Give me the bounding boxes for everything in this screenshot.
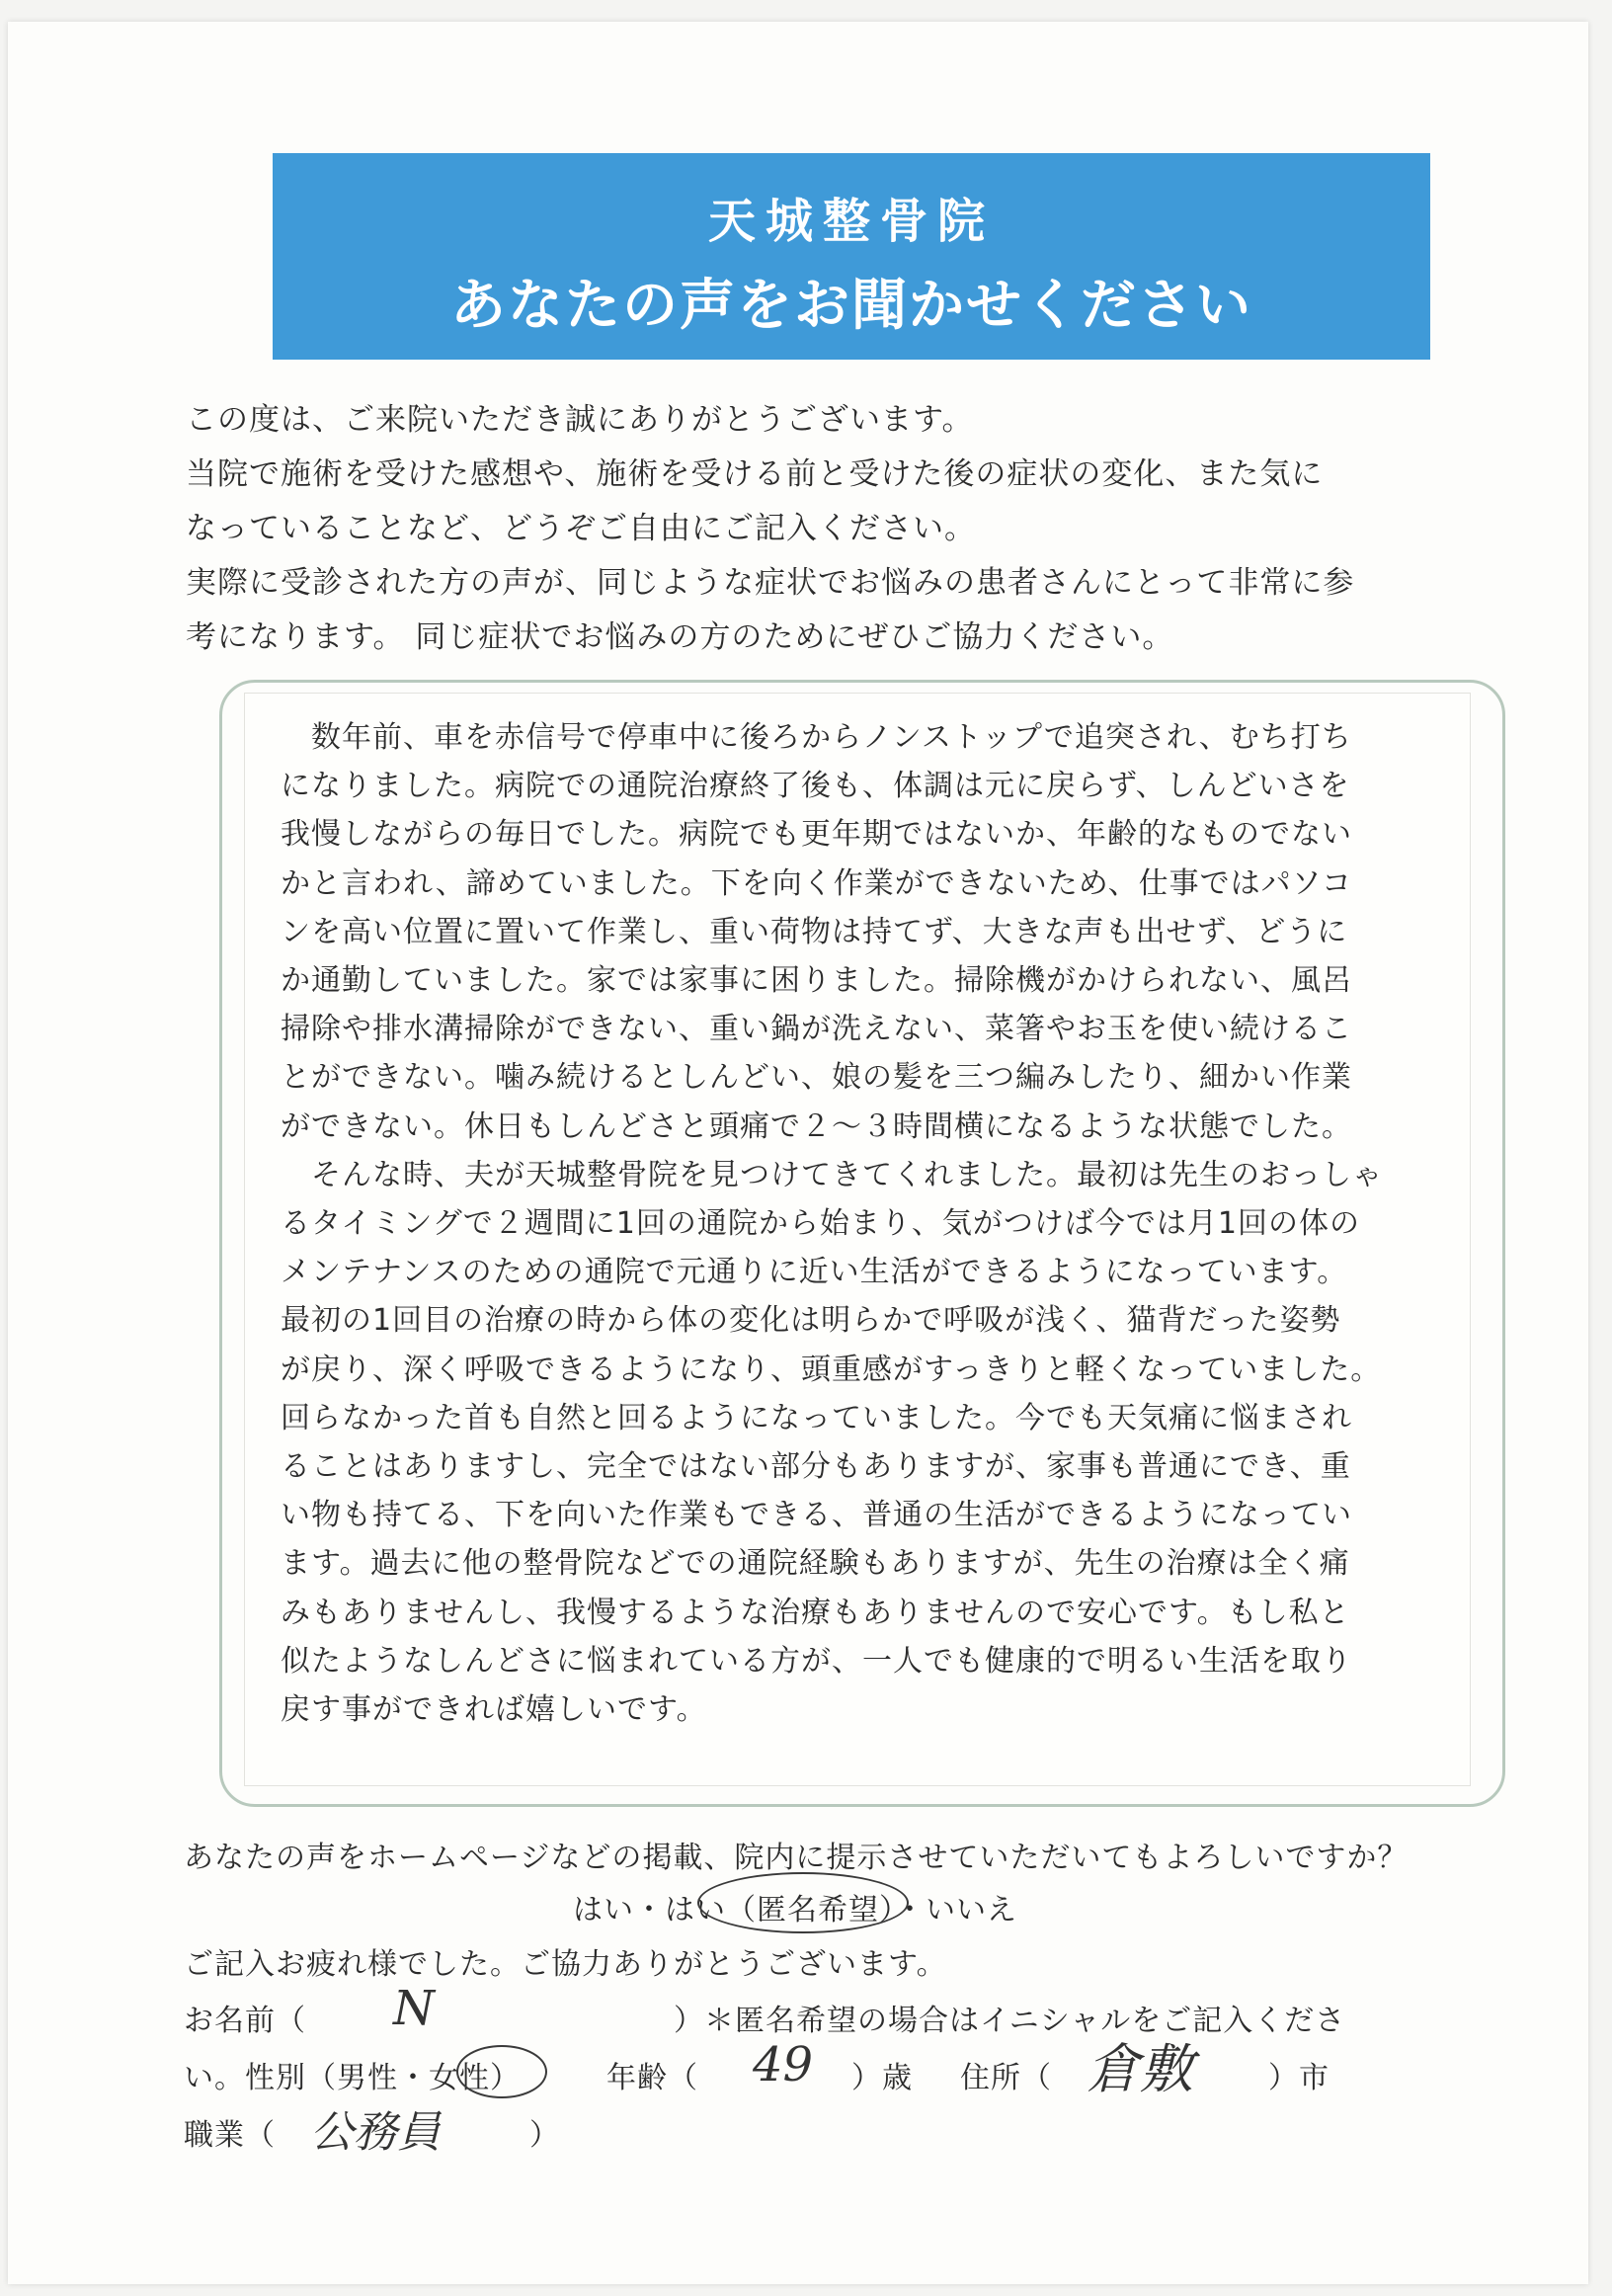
age-label: 年齢（ bbox=[606, 2061, 698, 2095]
patient-testimonial bbox=[281, 713, 1466, 1734]
address-value[interactable]: 倉敷 bbox=[1087, 2038, 1193, 2100]
consent-question: あなたの声をホームページなどの掲載、院内に提示させていただいてもよろしいですか？ bbox=[184, 1841, 1409, 1875]
address-label: 住所（ bbox=[960, 2061, 1052, 2095]
testimonial-line: ができない。休日もしんどさと頭痛で２～３時間横になるような状態でした。 bbox=[281, 1108, 1352, 1144]
job-value[interactable]: 公務員 bbox=[310, 2107, 441, 2158]
survey-title: あなたの声をお聞かせください bbox=[450, 274, 1252, 338]
testimonial-line: ます。過去に他の整骨院などでの通院経験もありますが、先生の治療は全く痛 bbox=[281, 1546, 1350, 1582]
name-note: ）＊匿名希望の場合はイニシャルをご記入くださ bbox=[674, 2004, 1346, 2038]
testimonial-line: とができない。噛み続けるとしんどい、娘の髪を三つ編みしたり、細かい作業 bbox=[281, 1060, 1352, 1096]
testimonial-line: 数年前、車を赤信号で停車中に後ろからノンストップで追突され、むち打ち bbox=[281, 720, 1352, 755]
selected-option-circle bbox=[697, 1872, 909, 1933]
intro-line: この度は、ご来院いただき誠にありがとうございます。 bbox=[186, 402, 974, 438]
testimonial-line: になりました。病院での通院治療終了後も、体調は元に戻らず、しんどいさを bbox=[281, 769, 1350, 804]
testimonial-line: が戻り、深く呼吸できるようになり、頭重感がすっきりと軽くなっていました。 bbox=[281, 1352, 1382, 1387]
testimonial-line: みもありませんし、我慢するような治療もありませんので安心です。もし私と bbox=[281, 1595, 1350, 1630]
testimonial-line: メンテナンスのための通院で元通りに近い生活ができるようになっています。 bbox=[281, 1255, 1348, 1290]
testimonial-line: 戻す事ができれば嬉しいです。 bbox=[281, 1692, 707, 1728]
clinic-name: 天城整骨院 bbox=[707, 194, 995, 249]
testimonial-line: 掃除や排水溝掃除ができない、重い鍋が洗えない、菜箸やお玉を使い続けるこ bbox=[281, 1012, 1352, 1047]
name-label: お名前（ bbox=[184, 2004, 306, 2038]
intro-line: なっていることなど、どうぞご自由にご記入ください。 bbox=[186, 511, 976, 546]
thanks-message: ご記入お疲れ様でした。ご協力ありがとうございます。 bbox=[184, 1947, 947, 1982]
intro-text bbox=[186, 393, 1509, 665]
testimonial-line: 最初の1回目の治療の時から体の変化は明らかで呼吸が浅く、猫背だった姿勢 bbox=[281, 1303, 1341, 1339]
testimonial-line: そんな時、夫が天城整骨院を見つけてきてくれました。最初は先生のおっしゃ bbox=[281, 1157, 1383, 1192]
intro-line: 考になります。 同じ症状でお悩みの方のためにぜひご協力ください。 bbox=[186, 619, 1174, 655]
job-label: 職業（ bbox=[184, 2118, 276, 2153]
header-banner bbox=[273, 153, 1430, 360]
consent-options[interactable]: はい・はい（匿名希望）・いいえ bbox=[573, 1893, 1017, 1927]
address-unit: ）市 bbox=[1268, 2061, 1330, 2095]
testimonial-line: かと言われ、諦めていました。下を向く作業ができないため、仕事ではパソコ bbox=[281, 865, 1352, 901]
testimonial-line: い物も持てる、下を向いた作業もできる、普通の生活ができるようになってい bbox=[281, 1498, 1352, 1533]
job-close: ） bbox=[529, 2118, 560, 2153]
testimonial-line: るタイミングで２週間に1回の通院から始まり、気がつけば今では月1回の体の bbox=[281, 1206, 1360, 1242]
age-value[interactable]: 49 bbox=[753, 2037, 814, 2092]
testimonial-line: 似たようなしんどさに悩まれている方が、一人でも健康的で明るい生活を取り bbox=[281, 1643, 1352, 1679]
testimonial-line: か通勤していました。家では家事に困りました。掃除機がかけられない、風呂 bbox=[281, 963, 1352, 999]
intro-line: 実際に受診された方の声が、同じような症状でお悩みの患者さんにとって非常に参 bbox=[186, 565, 1355, 601]
name-value[interactable]: N bbox=[393, 1981, 435, 2036]
age-unit: ）歳 bbox=[851, 2061, 913, 2095]
testimonial-line: 我慢しながらの毎日でした。病院でも更年期ではないか、年齢的なものでない bbox=[281, 817, 1352, 853]
gender-field[interactable]: い。性別（男性・女性） bbox=[184, 2061, 521, 2095]
testimonial-line: 回らなかった首も自然と回るようになっていました。今でも天気痛に悩まされ bbox=[281, 1400, 1352, 1435]
testimonial-line: ンを高い位置に置いて作業し、重い荷物は持てず、大きな声も出せず、どうに bbox=[281, 914, 1348, 949]
gender-circle bbox=[456, 2045, 547, 2098]
testimonial-line: ることはありますし、完全ではない部分もありますが、家事も普通にでき、重 bbox=[281, 1449, 1351, 1485]
intro-line: 当院で施術を受けた感想や、施術を受ける前と受けた後の症状の変化、また気に bbox=[186, 456, 1324, 492]
